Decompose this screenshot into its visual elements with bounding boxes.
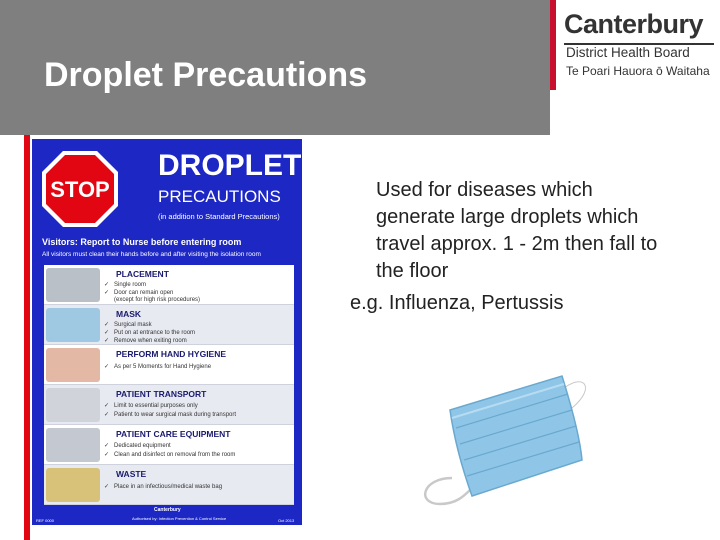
wheelchair-photo-icon bbox=[46, 388, 100, 422]
section-item: ✓ Limit to essential purposes only bbox=[104, 403, 198, 409]
example-text: e.g. Influenza, Pertussis bbox=[350, 292, 564, 314]
poster-section-mask bbox=[44, 305, 294, 345]
poster-footer-date: Oct 2013 bbox=[278, 518, 295, 523]
section-item: ✓ Remove when exiting room bbox=[104, 338, 187, 344]
poster-section-waste bbox=[44, 465, 294, 505]
title-band bbox=[0, 0, 550, 135]
stop-sign-icon bbox=[40, 149, 120, 229]
poster-footer-authorised: Authorised by: Infection Prevention & Control Service bbox=[132, 516, 227, 521]
poster-section-hand-hygiene bbox=[44, 345, 294, 385]
red-side-bar bbox=[24, 135, 30, 540]
section-item: ✓ Dedicated equipment bbox=[104, 443, 171, 449]
section-heading: PERFORM HAND HYGIENE bbox=[116, 349, 227, 359]
section-item: ✓ Place in an infectious/medical waste bag bbox=[104, 484, 223, 490]
slide-title: Droplet Precautions bbox=[44, 56, 368, 94]
section-item: ✓ Single room bbox=[104, 282, 147, 288]
poster-visitors-sub: All visitors must clean their hands before and after visiting the isolation room bbox=[42, 251, 261, 258]
poster-section-placement bbox=[44, 265, 294, 305]
section-item: ✓ Patient to wear surgical mask during transport bbox=[104, 412, 237, 418]
room-photo-icon bbox=[46, 268, 100, 302]
poster-footer-logo: Canterbury bbox=[154, 507, 181, 513]
hands-photo-icon bbox=[46, 348, 100, 382]
section-item: (except for high risk procedures) bbox=[114, 297, 201, 303]
equipment-photo-icon bbox=[46, 428, 100, 462]
logo-accent-bar bbox=[550, 0, 556, 90]
poster-sections bbox=[44, 265, 294, 505]
section-heading: PATIENT TRANSPORT bbox=[116, 389, 207, 399]
poster-section-equipment bbox=[44, 425, 294, 465]
waste-bag-photo-icon bbox=[46, 468, 100, 502]
poster-footer-ref: REF 0000 bbox=[36, 518, 55, 523]
droplet-precautions-poster bbox=[32, 139, 302, 525]
section-item: ✓ Clean and disinfect on removal from the room bbox=[104, 452, 236, 458]
stop-sign-text: STOP bbox=[50, 177, 110, 202]
logo-line-2: District Health Board bbox=[566, 45, 690, 60]
poster-section-transport bbox=[44, 385, 294, 425]
logo-line-3: Te Poari Hauora ō Waitaha bbox=[566, 64, 710, 78]
poster-note: (in addition to Standard Precautions) bbox=[158, 212, 280, 221]
section-item: ✓ Surgical mask bbox=[104, 322, 152, 328]
section-item: ✓ As per 5 Moments for Hand Hygiene bbox=[104, 364, 212, 370]
poster-visitors-heading: Visitors: Report to Nurse before entering room bbox=[42, 237, 242, 247]
section-item: ✓ Door can remain open bbox=[104, 290, 174, 296]
logo-line-1: Canterbury bbox=[564, 9, 704, 39]
section-heading: MASK bbox=[116, 309, 142, 319]
poster-subtitle: PRECAUTIONS bbox=[158, 187, 281, 206]
surgical-mask-icon bbox=[412, 368, 600, 510]
poster-title: DROPLET bbox=[158, 149, 302, 182]
section-item: ✓ Put on at entrance to the room bbox=[104, 330, 196, 336]
section-heading: PLACEMENT bbox=[116, 269, 169, 279]
section-heading: PATIENT CARE EQUIPMENT bbox=[116, 429, 231, 439]
cdhb-logo bbox=[550, 0, 720, 135]
body-text: Used for diseases which generate large droplets which travel approx. 1 - 2m then fall to the floor bbox=[376, 179, 658, 282]
section-heading: WASTE bbox=[116, 469, 147, 479]
mask-photo-icon bbox=[46, 308, 100, 342]
